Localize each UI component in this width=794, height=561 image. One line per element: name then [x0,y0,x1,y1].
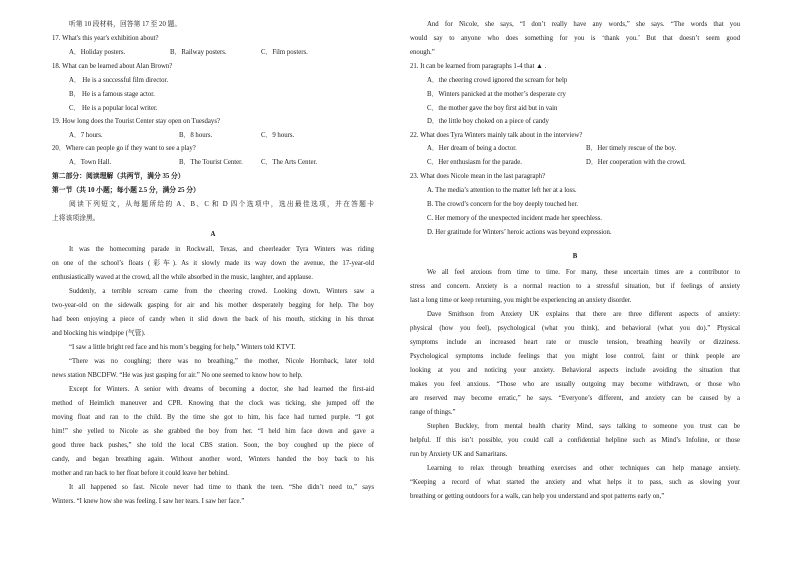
q17-option-b: B．Railway posters. [170,49,227,56]
passage-a-line: It was the homecoming parade in Rockwall, Texas, and cheerleader Tyra Winters was riding [69,246,374,253]
passage-a-line: “There was no coughing; there was no breathing,” the mother, Nicole Hornback, later told [69,358,374,365]
passage-b-line: looking at you and noticing your anxiety. Behavioral aspects include avoiding the situation that [410,367,740,374]
passage-a-line: on one of the school’s floats (彩车). As it slowly made its way down the avenue, the 17-year-old [52,260,374,267]
instructions-line2: 上将该项涂黑。 [52,215,100,222]
passage-a-line: moving float and ran to the child. By the time she got to him, his face had turned purple. “I got [52,414,374,421]
passage-b-line: Psychological symptoms include feelings that you might lose control, faint or think people are [410,353,740,360]
passage-a-line: enough.” [410,49,435,56]
q20-option-c: C．The Arts Center. [261,159,318,166]
q18-option-b: B． He is a famous stage actor. [69,91,155,98]
passage-a-line: mother and ran back to her float before it could leave her behind. [52,470,229,477]
q22-option-c: C．Her enthusiasm for the parade. [427,159,522,166]
passage-a-line: method of Heimlich maneuver and CPR. Knowing that the clock was ticking, she jumped off the [52,400,374,407]
q17-option-a: A．Holiday posters. [69,49,126,56]
passage-a-label: A [210,231,216,238]
q21-option-c: C．the mother gave the boy first aid but in vain [427,105,558,112]
passage-a-line: enthusiastically waved at the crowd, all the while absorbed in the music, laughter, and applause. [52,274,313,281]
passage-a-line: two-year-old on the sidewalk gasping for air and his mother desperately begging for help. The boy [52,302,374,309]
passage-b-line: Dave Smithson from Anxiety UK explains that there are three different aspects of anxiety: [427,311,740,318]
passage-a-line: Except for Winters. A senior with dreams of becoming a doctor, she had learned the first-aid [69,386,374,393]
q19-option-b: B．8 hours. [179,132,213,139]
q21-stem: 21. It can be learned from paragraphs 1-4 that ▲ . [410,63,547,70]
passage-b-line: helpful. If this isn’t possible, you could call a confidential helpline such as Mind’s Infoline, or those [410,437,740,444]
passage-b-line: breathing or getting outdoors for a walk, can help you understand and spot patterns early on,” [410,493,665,500]
q23-option-b: B. The crowd’s concern for the boy deeply touched her. [427,201,579,208]
q22-option-b: B．Her timely rescue of the boy. [586,145,677,152]
q22-stem: 22. What does Tyra Winters mainly talk about in the interview? [410,132,583,139]
passage-b-line: “Keeping a record of what started the anxiety and what helps it to pass, such as slowing your [410,479,740,486]
q18-stem: 18. What can be learned about Alan Brown? [52,63,173,70]
q19-option-c: C．9 hours. [261,132,295,139]
q18-option-a: A． He is a successful film director. [69,77,169,84]
passage-a-line: had been enjoying a piece of candy when it slid down the back of his mouth, sticking in his throat [52,316,374,323]
passage-b-line: Stephen Buckley, from mental health charity Mind, says talking to someone you trust can be [427,423,740,430]
q21-option-b: B．Winters panicked at the mother’s desperate cry [427,91,566,98]
passage-a-line: It all happened so fast. Nicole never had time to thank the teen. “She didn’t need to,” says [69,484,374,491]
instructions-line1: 阅读下列短文，从每题所给的 A、B、C 和 D 四个选项中，选出最佳选项，并在答题卡 [69,201,374,208]
passage-a-line: would say to anyone who does something for you is ‘thank you.’ But that doesn’t seem good [410,35,740,42]
passage-b-line: last a long time or keep returning, you might be experiencing an anxiety disorder. [410,297,632,304]
listening-intro: 听第 10 段材料，回答第 17 至 20 题。 [69,21,182,28]
passage-b-line: run by Anxiety UK and Samaritans. [410,451,508,458]
passage-a-line: candy, and began breathing again. Without another word, Winters handed the boy back to his [52,456,374,463]
passage-b-line: Learning to relax through breathing exercises and other techniques can help manage anxiety. [427,465,740,472]
part2-heading: 第二部分：阅读理解（共两节，满分 35 分） [52,173,185,180]
passage-a-line: “I saw a little bright red face and his mom’s begging for help,” Winters told KTVT. [69,344,296,351]
passage-a-line: and blocking his windpipe (气管). [52,330,146,337]
passage-b-line: physical (how you feel), psychological (what you think), and behavioral (what you do).” Physical [410,325,740,332]
q21-option-d: D．the little boy choked on a piece of candy [427,118,549,125]
q18-option-c: C． He is a popular local writer. [69,105,158,112]
q17-stem: 17. What's this year's exhibition about? [52,35,159,42]
passage-b-line: are reserved may become erratic,” he says. “Everyone’s different, and anxiety can be caused by a [410,395,740,402]
passage-a-line: And for Nicole, she says, “I don’t really have any words,” she says. “The words that you [427,21,740,28]
q22-option-d: D．Her cooperation with the crowd. [586,159,686,166]
passage-b-line: stress and concern. Anxiety is a normal reaction to a stressful situation, but if feelings of anxiety [410,283,740,290]
section1-heading: 第一节（共 10 小题；每小题 2.5 分，满分 25 分） [52,187,200,194]
q21-option-a: A．the cheering crowd ignored the scream for help [427,77,568,84]
q19-option-a: A．7 hours. [69,132,103,139]
passage-a-line: Winters. “I knew how she was feeling. I saw her tears. I saw her face.” [52,498,245,505]
q22-option-a: A．Her dream of being a doctor. [427,145,517,152]
q20-stem: 20．Where can people go if they want to see a play? [52,145,196,152]
passage-a-line: good three back pushes,” she told the local CBS station. Soon, the boy coughed up the piece of [52,442,374,449]
passage-b-line: symptoms include an increased heart rate or muscle tension, breathing heavily or dizziness. [410,339,740,346]
q20-option-a: A．Town Hall. [69,159,112,166]
passage-a-line: him!” she yelled to Nicole as she grabbed the boy from her. “I held him face down and gave a [52,428,374,435]
passage-b-line: makes you feel anxious. “Those who are usually outgoing may become withdrawn, or those who [410,381,740,388]
passage-a-line: news station NBCDFW. “He was just gasping for air.” No one seemed to know how to help. [52,372,303,379]
q23-option-c: C. Her memory of the unexpected incident made her speechless. [427,215,602,222]
q23-option-a: A. The media’s attention to the matter left her at a loss. [427,187,577,194]
passage-b-line: range of things.” [410,409,456,416]
q20-option-b: B．The Tourist Center. [179,159,243,166]
passage-b-label: B [572,253,578,260]
q19-stem: 19. How long does the Tourist Center stay open on Tuesdays? [52,118,220,125]
q23-stem: 23. What does Nicole mean in the last paragraph? [410,173,546,180]
q23-option-d: D. Her gratitude for Winters’ heroic actions was beyond expression. [427,229,612,236]
passage-b-line: We all feel anxious from time to time. For many, these uncertain times are a contributor to [427,269,740,276]
q17-option-c: C．Film posters. [261,49,308,56]
passage-a-line: Suddenly, a terrible scream came from the cheering crowd. Looking down, Winters saw a [69,288,374,295]
